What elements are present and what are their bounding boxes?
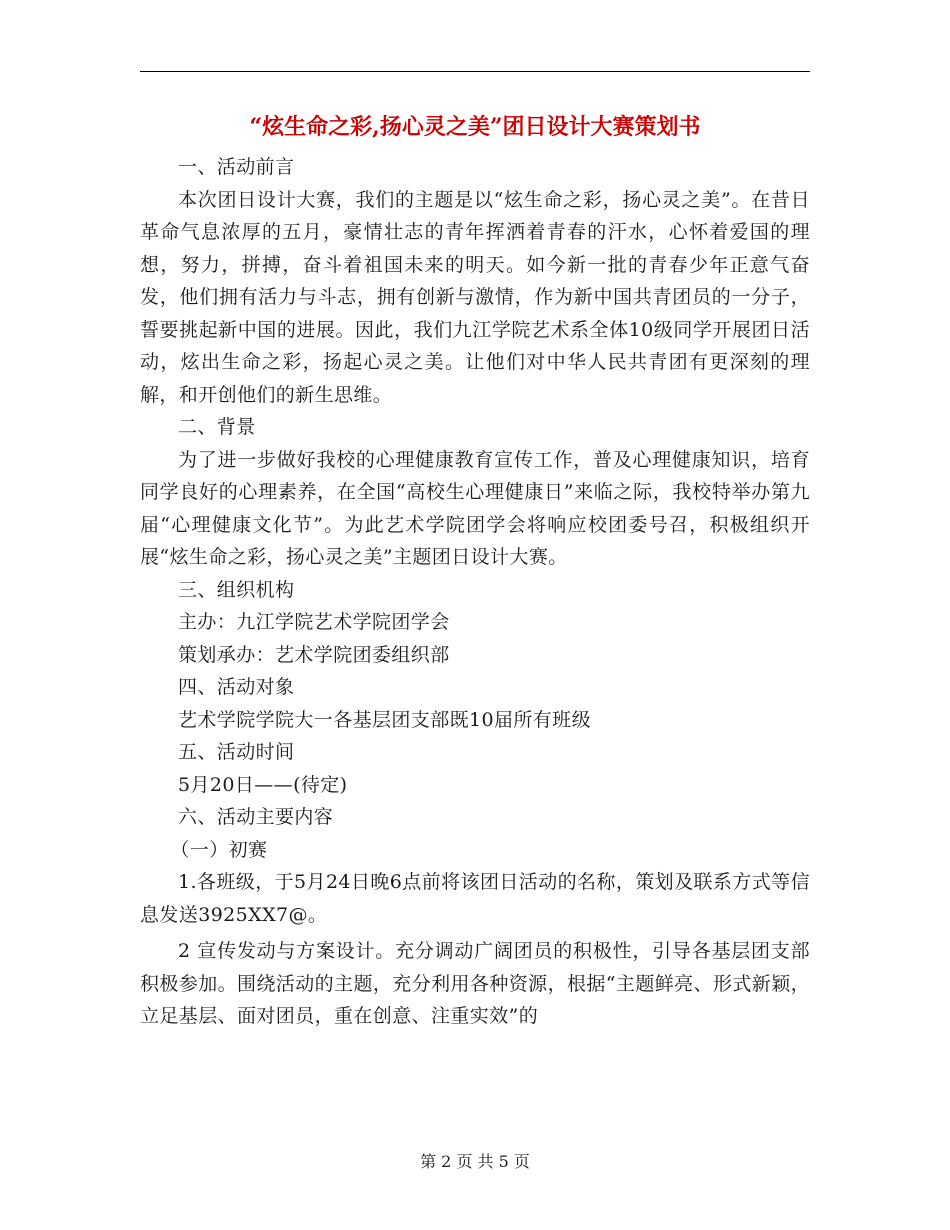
document-body [140,151,810,1033]
organizer-line: 主办：九江学院艺术学院团学会 [178,611,450,633]
header-rule [140,71,810,72]
section-heading-content: 六、活动主要内容 [178,806,334,828]
paragraph-step-1: 1.各班级，于5月24日晚6点前将该团日活动的名称，策划及联系方式等信息发送3925XX7@。 [140,871,810,926]
subsection-preliminary: （一）初赛 [170,838,268,861]
document-title: “炫生命之彩,扬心灵之美”团日设计大赛策划书 [249,114,701,140]
section-heading-organization: 三、组织机构 [178,578,295,601]
section-heading-preface: 一、活动前言 [178,156,295,178]
section-heading-time: 五、活动时间 [178,741,295,763]
paragraph-step-2: 2 宣传发动与方案设计。充分调动广阔团员的积极性，引导各基层团支部积极参加。围绕活动的主题，充分利用各种资源，根据“主题鲜亮、形式新颖，立足基层、面对团员，重在创意、注重实效”的 [140,940,810,1027]
section-heading-audience: 四、活动对象 [178,676,295,698]
co-organizer-line: 策划承办：艺术学院团委组织部 [178,643,450,666]
paragraph-background: 为了进一步做好我校的心理健康教育宣传工作，普及心理健康知识，培育同学良好的心理素养，在全国“高校生心理健康日”来临之际，我校特举办第九届“心理健康文化节”。为此艺术学院团学会将响应校团委号召，积极组织开展“炫生命之彩，扬心灵之美”主题团日设计大赛。 [140,448,810,568]
paragraph-preface: 本次团日设计大赛，我们的主题是以“炫生命之彩，扬心灵之美”。在昔日革命气息浓厚的五月，豪情壮志的青年挥洒着青春的汗水，心怀着爱国的理想，努力，拼搏，奋斗着祖国未来的明天。如今新一批的青春少年正意气奋发，他们拥有活力与斗志，拥有创新与激情，作为新中国共青团员的一分子，誓要挑起新中国的进展。因此，我们九江学院艺术系全体10级同学开展团日活动，炫出生命之彩，扬起心灵之美。让他们对中华人民共青团有更深刻的理解，和开创他们的新生思维。 [140,188,810,406]
section-heading-background: 二、背景 [178,416,256,438]
page-number-footer: 第 2 页 共 5 页 [420,1152,530,1171]
audience-line: 艺术学院学院大一各基层团支部既10届所有班级 [178,708,591,731]
time-line: 5月20日——(待定) [178,773,348,796]
